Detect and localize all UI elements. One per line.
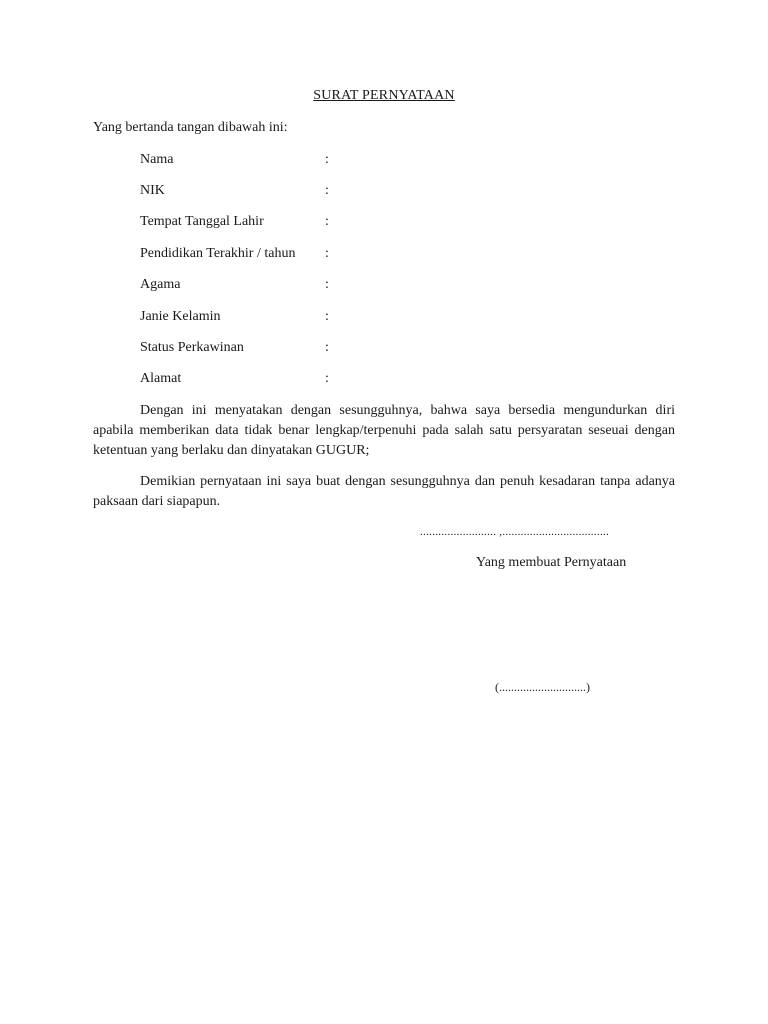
intro-text: Yang bertanda tangan dibawah ini: bbox=[93, 120, 288, 135]
document-title: SURAT PERNYATAAN bbox=[313, 88, 455, 103]
field-colon: : bbox=[325, 152, 329, 167]
field-label: NIK bbox=[140, 183, 165, 198]
field-label: Pendidikan Terakhir / tahun bbox=[140, 246, 296, 261]
field-colon: : bbox=[325, 183, 329, 198]
field-label: Alamat bbox=[140, 371, 182, 386]
field-label: Status Perkawinan bbox=[140, 340, 244, 355]
field-colon: : bbox=[325, 309, 329, 324]
signature-placeholder: (.............................) bbox=[495, 680, 590, 694]
field-colon: : bbox=[325, 214, 329, 229]
field-colon: : bbox=[325, 277, 329, 292]
field-colon: : bbox=[325, 246, 329, 261]
field-colon: : bbox=[325, 340, 329, 355]
closing-paragraph: Demikian pernyataan ini saya buat dengan sesungguhnya dan penuh kesadaran tanpa adanya paksaan dari siapapun. bbox=[93, 474, 675, 509]
field-colon: : bbox=[325, 371, 329, 386]
field-label: Nama bbox=[140, 152, 174, 167]
field-label: Tempat Tanggal Lahir bbox=[140, 214, 264, 229]
field-label: Agama bbox=[140, 277, 181, 292]
place-date-line: ......................... ,................................... bbox=[420, 526, 610, 538]
statement-paragraph: Dengan ini menyatakan dengan sesungguhnya, bahwa saya bersedia mengundurkan diri apabila memberikan data tidak benar lengkap/terpenuhi pada salah satu persyaratan seseuai dengan ketentuan yang berlaku dan dinyatakan GUGUR; bbox=[93, 403, 675, 458]
signer-title: Yang membuat Pernyataan bbox=[476, 555, 627, 570]
field-label: Janie Kelamin bbox=[140, 309, 221, 324]
